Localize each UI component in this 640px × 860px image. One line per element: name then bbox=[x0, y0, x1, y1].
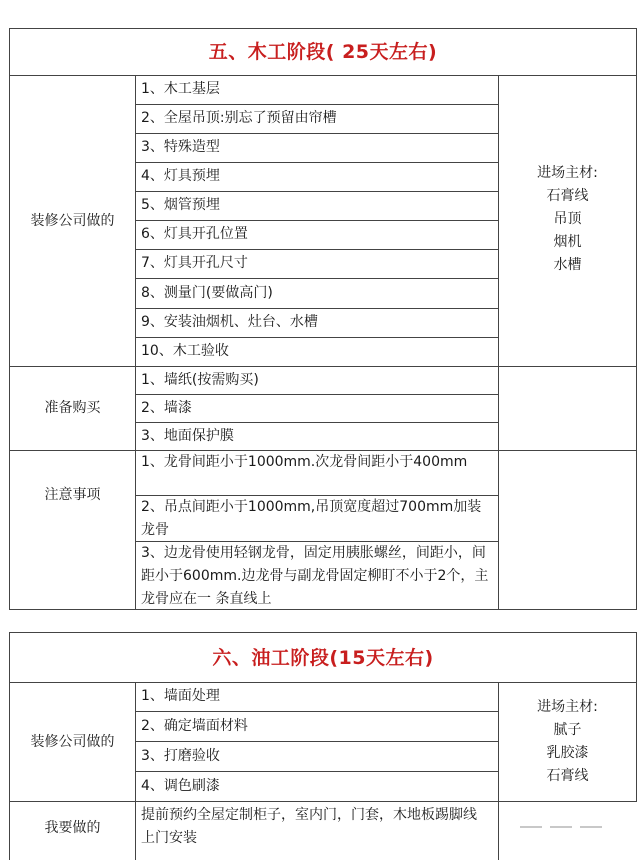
list-item: 3、打磨验收 bbox=[141, 748, 220, 764]
materials-heading: 进场主材: bbox=[537, 699, 598, 715]
decorative-dash bbox=[580, 826, 602, 828]
material-item: 水槽 bbox=[553, 257, 582, 273]
row-label-company: 装修公司做的 bbox=[30, 734, 115, 750]
material-item: 乳胶漆 bbox=[546, 745, 589, 761]
list-item: 4、灯具预埋 bbox=[141, 168, 220, 184]
row-label-purchase: 准备购买 bbox=[44, 400, 101, 416]
list-item: 5、烟管预埋 bbox=[141, 197, 220, 213]
list-item: 10、木工验收 bbox=[141, 343, 229, 359]
list-item: 9、安装油烟机、灶台、水槽 bbox=[141, 314, 318, 330]
decorative-dash bbox=[550, 826, 572, 828]
list-item: 6、灯具开孔位置 bbox=[141, 226, 248, 242]
row-label-todo: 我要做的 bbox=[44, 820, 101, 836]
materials-list bbox=[498, 696, 637, 788]
list-item: 1、墙面处理 bbox=[141, 688, 220, 704]
materials-heading: 进场主材: bbox=[537, 165, 598, 181]
list-item: 8、测量门(要做高门) bbox=[141, 285, 273, 301]
section-title: 五、木工阶段( 25天左右) bbox=[208, 41, 438, 63]
materials-list bbox=[498, 162, 637, 277]
material-item: 石膏线 bbox=[546, 188, 589, 204]
material-item: 烟机 bbox=[553, 234, 582, 250]
material-item: 石膏线 bbox=[546, 768, 589, 784]
list-item: 2、确定墙面材料 bbox=[141, 718, 248, 734]
list-item: 2、全屋吊顶:别忘了预留由帘槽 bbox=[141, 110, 337, 126]
material-item: 吊顶 bbox=[553, 211, 582, 227]
decorative-dash bbox=[520, 826, 542, 828]
list-item: 1、墙纸(按需购买) bbox=[141, 372, 259, 388]
row-label-company: 装修公司做的 bbox=[30, 213, 115, 229]
section-title: 六、油工阶段(15天左右) bbox=[212, 647, 434, 669]
list-item: 7、灯具开孔尺寸 bbox=[141, 255, 248, 271]
list-item: 2、吊点间距小于1000mm,吊顶宽度超过700mm加装龙骨 bbox=[141, 499, 482, 538]
list-item: 1、龙骨间距小于1000mm.次龙骨间距小于400mm bbox=[141, 454, 468, 470]
list-item: 4、调色刷漆 bbox=[141, 778, 220, 794]
material-item: 腻子 bbox=[553, 722, 582, 738]
list-item: 3、边龙骨使用轻钢龙骨，固定用胰胀螺丝，间距小，间距小于600mm.边龙骨与副龙骨固定柳盯不小于2个，主龙骨应在一 条直线上 bbox=[141, 545, 489, 607]
list-item: 3、特殊造型 bbox=[141, 139, 220, 155]
list-item: 提前预约全屋定制柜子，室内门，门套，木地板踢脚线上门安装 bbox=[141, 807, 477, 846]
list-item: 3、地面保护膜 bbox=[141, 428, 234, 444]
list-item: 1、木工基层 bbox=[141, 81, 220, 97]
list-item: 2、墙漆 bbox=[141, 400, 192, 416]
row-label-notes: 注意事项 bbox=[44, 487, 101, 503]
